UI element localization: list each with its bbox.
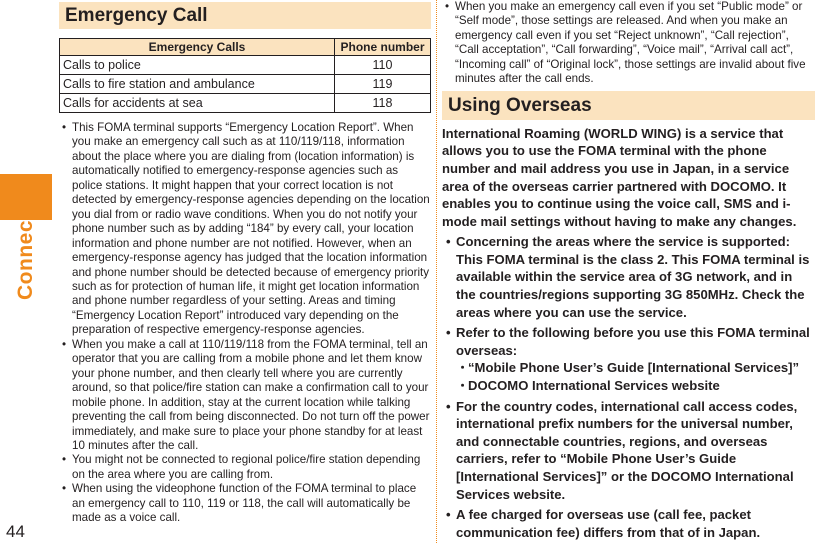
section-title-using-overseas: Using Overseas [442, 91, 815, 120]
table-cell: 118 [335, 94, 431, 113]
sub-marker: ・ [456, 378, 470, 394]
section-title-emergency-call: Emergency Call [59, 2, 431, 29]
table-header: Emergency Calls [60, 39, 335, 56]
notes-list [59, 121, 431, 526]
table-header: Phone number [335, 39, 431, 56]
table-cell: Calls to police [60, 56, 335, 75]
table-cell: 119 [335, 75, 431, 94]
sub-item-text: DOCOMO International Services website [468, 378, 720, 394]
table-cell: 110 [335, 56, 431, 75]
note-item: • When you make an emergency call even if you set “Public mode” or “Self mode”, those settings are released. And when you make an emergency call even if you set “Reject unknown”, “Call rejection”, “Call acceptation”, “Call forwarding”, “Voice mail”, “Arrival call act”, “Incoming call” of “Original lock”, those settings are invalid about five minutes after the call ends. [442, 0, 815, 87]
sidebar [0, 0, 52, 543]
table-row [60, 94, 431, 113]
left-column [59, 0, 431, 526]
bullet-item: • For the country codes, international call access codes, international prefix numbers for the universal number, and connectable countries, regions, and overseas carriers, refer to “Mobile Phone User’s Guide [International Services]” or the DOCOMO International Services website. [442, 398, 815, 504]
sub-item [442, 359, 815, 377]
note-item: • This FOMA terminal supports “Emergency Location Report”. When you make an emergency call such as at 110/119/118, information about the place where you are dialing from (location information) is automatically notified to emergency-response agencies such as police stations. It might happen that your correct location is not detected by emergency-response agencies depending on the location you dial from or radio wave conditions. When you do not notify your phone number such as by adding “184” by every call, your location information and phone number are not notified. However, when an emergency-response agency has judged that the location information and phone number should be detected because of emergency priority such as for protection of human life, it might get location information and phone number regardless of your setting. Areas and timing “Emergency Location Report” introduced vary depending on the preparation of respective emergency-response agencies. [59, 121, 431, 338]
chapter-label: Connect [14, 212, 37, 300]
sub-marker: ・ [456, 360, 470, 376]
note-item: • When you make a call at 110/119/118 from the FOMA terminal, tell an operator that you are calling from a mobile phone and let them know your phone number, and then clearly tell where you are currently around, so that police/fire station can make a confirmation call to your mobile phone. In addition, stay at the current location while talking preventing the call from being disconnected. Do not turn off the power immediately, and make sure to place your phone standby for at least 10 minutes after the call. [59, 338, 431, 454]
note-item: • You might not be connected to regional police/fire station depending on the area where you are calling from. [59, 453, 431, 482]
intro-paragraph: International Roaming (WORLD WING) is a service that allows you to use the FOMA terminal with the phone number and mail address you use in Japan, in a service area of the overseas carrier partnered with DOCOMO. It enables you to continue using the voice call, SMS and i-mode mail settings without having to make any changes. [442, 125, 797, 229]
note-item: • When using the videophone function of the FOMA terminal to place an emergency call to 110, 119 or 118, the call will automatically be made as a voice call. [59, 482, 431, 525]
bullet-item: • Concerning the areas where the service is supported: This FOMA terminal is the class 2. This FOMA terminal is available within the service area of 3G network, and in the countries/regions supporting 3G 850MHz. Check the areas where you can use the service. [442, 233, 815, 321]
bullet-item: • Refer to the following before you use this FOMA terminal overseas: [442, 324, 815, 359]
right-column [442, 0, 815, 541]
table-cell: Calls for accidents at sea [60, 94, 335, 113]
table-cell: Calls to fire station and ambulance [60, 75, 335, 94]
bullet-item: • A fee charged for overseas use (call fee, packet communication fee) differs from that of in Japan. [442, 506, 815, 541]
table-row [60, 56, 431, 75]
emergency-numbers-table [59, 38, 431, 113]
table-row [60, 75, 431, 94]
sub-item [442, 377, 815, 395]
sub-item-text: “Mobile Phone User’s Guide [International Services]” [468, 360, 800, 376]
column-divider [436, 0, 437, 543]
table-header-row [60, 39, 431, 56]
page-number: 44 [6, 522, 25, 541]
